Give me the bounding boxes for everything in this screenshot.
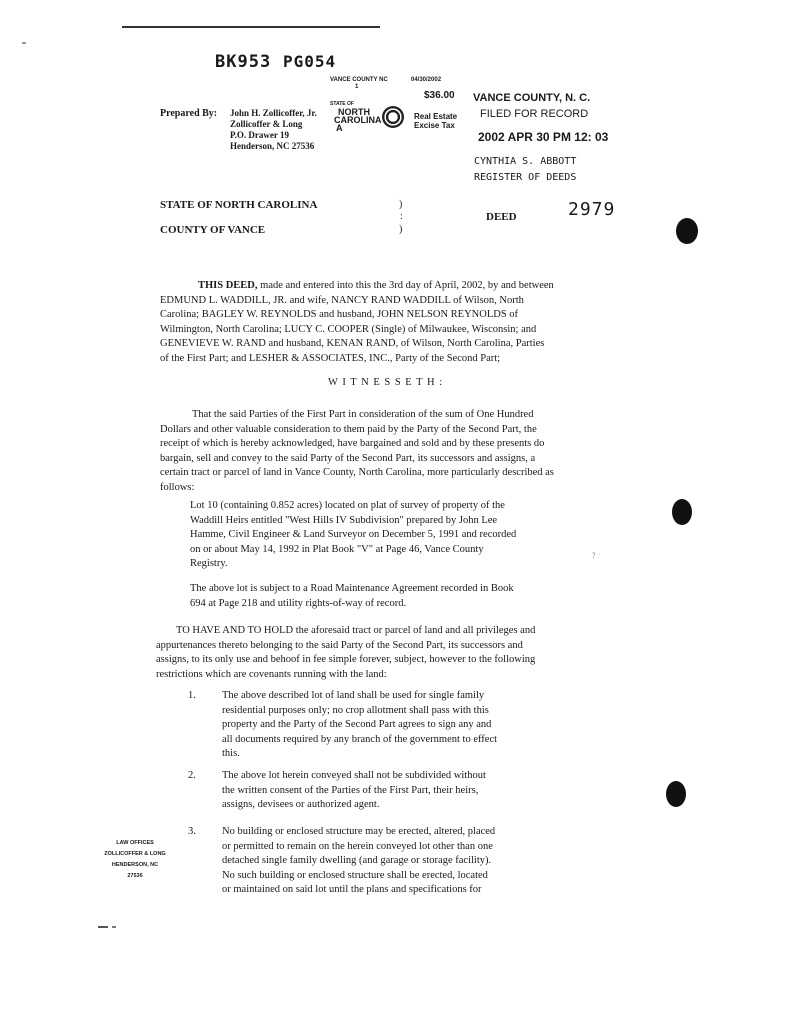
restriction-3	[222, 825, 552, 898]
consideration-line: Dollars and other valuable consideration to them paid by the Party of the Second Part, the	[160, 423, 537, 435]
registrar-title: REGISTER OF DEEDS	[474, 172, 577, 183]
scan-mark	[112, 926, 116, 928]
bracket-top: )	[399, 199, 403, 210]
scan-mark	[98, 926, 108, 928]
intro-line: of the First Part; and LESHER & ASSOCIATES, INC., Party of the Second Part;	[160, 352, 501, 364]
intro-line: Wilmington, North Carolina; LUCY C. COOPER (Single) of Milwaukee, Wisconsin; and	[160, 323, 537, 335]
filing-stamp	[473, 90, 590, 122]
restriction-line: The above lot herein conveyed shall not be subdivided without	[222, 770, 486, 781]
prepared-by-line: John H. Zollicoffer, Jr.	[230, 108, 317, 118]
law-office-block	[100, 838, 170, 882]
subject-paragraph	[190, 582, 570, 611]
restriction-line: property and the Party of the Second Part agrees to sign any and	[222, 719, 492, 730]
habendum-line: TO HAVE AND TO HOLD the aforesaid tract or parcel of land and all privileges and	[176, 625, 536, 636]
restriction-line: or maintained on said lot until the plans and specifications for	[222, 884, 482, 895]
punch-hole	[672, 499, 692, 525]
consideration-line: follows:	[160, 481, 195, 493]
restriction-line: or permitted to remain on the herein conveyed lot other than one	[222, 840, 493, 852]
stamp-date: 04/30/2002	[411, 77, 442, 83]
law-office-line: 27536	[127, 873, 143, 879]
restriction-1	[222, 689, 552, 762]
registrar-name: CYNTHIA S. ABBOTT	[474, 156, 577, 167]
habendum-line: restrictions which are covenants running with the land:	[156, 668, 387, 680]
restriction-line: No such building or enclosed structure shall be erected, located	[222, 869, 488, 881]
stamp-carolina: CAROLINA	[334, 115, 382, 125]
book-number: BK953	[215, 52, 272, 72]
state-heading: STATE OF NORTH CAROLINA	[160, 199, 318, 211]
restriction-line: assigns, devisees or authorized agent.	[222, 799, 380, 810]
page-number: PG054	[283, 52, 337, 71]
document-number: 2979	[568, 199, 616, 220]
stamp-state-of: STATE OF	[330, 101, 354, 107]
real-estate-label: Real Estate	[414, 112, 458, 121]
intro-line: made and entered into this the 3rd day of April, 2002, by and between	[260, 280, 554, 291]
filing-datetime: 2002 APR 30 PM 12: 03	[478, 130, 609, 144]
nc-excise-stamp	[330, 100, 382, 132]
restriction-number: 2.	[188, 770, 196, 781]
lot-line: Registry.	[190, 558, 228, 569]
top-rule	[122, 26, 380, 28]
intro-line: EDMUND L. WADDILL, JR. and wife, NANCY RAND WADDILL of Wilson, North	[160, 294, 524, 306]
filing-county: VANCE COUNTY, N. C.	[473, 92, 591, 104]
state-seal-icon	[382, 106, 404, 128]
scan-speck	[22, 42, 26, 44]
punch-hole	[666, 781, 686, 807]
law-office-line: ZOLLICOFFER & LONG	[104, 851, 166, 857]
intro-lead: THIS DEED,	[198, 280, 258, 291]
intro-line: Carolina; BAGLEY W. REYNOLDS and husband, JOHN NELSON REYNOLDS of	[160, 309, 519, 320]
restriction-line: the written consent of the Parties of the First Part, their heirs,	[222, 784, 479, 796]
stamp-seal-letter: A	[336, 123, 343, 133]
intro-line: GENEVIEVE W. RAND and husband, KENAN RAND, of Wilson, North Carolina, Parties	[160, 338, 545, 349]
lot-line: Lot 10 (containing 0.852 acres) located on plat of survey of property of the	[190, 500, 505, 511]
register-block	[474, 154, 576, 186]
habendum-line: assigns, to its only use and behoof in fee simple forever, subject, however to the following	[156, 654, 536, 665]
restriction-number: 3.	[188, 826, 196, 837]
prepared-by-label: Prepared By:	[160, 108, 218, 119]
prepared-by-line: Zollicoffer & Long	[230, 119, 303, 129]
intro-paragraph	[160, 279, 600, 366]
consideration-paragraph	[160, 408, 600, 495]
excise-tax-label: Excise Tax	[414, 121, 455, 130]
restriction-line: The above described lot of land shall be used for single family	[222, 690, 485, 701]
restriction-number: 1.	[188, 690, 196, 701]
prepared-by-line: Henderson, NC 27536	[230, 141, 315, 151]
excise-label	[414, 112, 457, 130]
restriction-2	[222, 769, 552, 813]
lot-line: Waddill Heirs entitled "West Hills IV Subdivision" prepared by John Lee	[190, 514, 498, 526]
habendum-paragraph	[156, 624, 606, 682]
filed-for-record: FILED FOR RECORD	[480, 108, 589, 120]
lot-line: Hamme, Civil Engineer & Land Surveyor on December 5, 1991 and recorded	[190, 529, 517, 540]
witnesseth: W I T N E S S E T H :	[328, 377, 444, 388]
county-heading: COUNTY OF VANCE	[160, 224, 266, 236]
punch-hole	[676, 218, 698, 244]
lot-description	[190, 499, 570, 572]
subject-line: The above lot is subject to a Road Maintenance Agreement recorded in Book	[190, 583, 514, 594]
law-office-line: LAW OFFICES	[116, 840, 154, 846]
law-office-line: HENDERSON, NC	[111, 862, 159, 868]
stamp-mark: 1	[355, 84, 359, 90]
prepared-by-line: P.O. Drawer 19	[230, 130, 289, 140]
restriction-line: No building or enclosed structure may be erected, altered, placed	[222, 826, 496, 837]
bracket-bottom: )	[399, 224, 403, 235]
consideration-line: certain tract or parcel of land in Vance County, North Carolina, more particularly described as	[160, 467, 554, 478]
prepared-by-block	[230, 108, 317, 152]
restriction-line: detached single family dwelling (and garage or storage facility).	[222, 855, 492, 866]
consideration-line: receipt of which is hereby acknowledged, have bargained and sold and by these presents do	[160, 438, 545, 449]
consideration-line: bargain, sell and convey to the said Party of the Second Part, its successors and assigns, a	[160, 452, 536, 464]
excise-amount: $36.00	[424, 90, 455, 101]
vance-county-stamp: VANCE COUNTY NC	[330, 77, 388, 83]
restriction-line: this.	[222, 748, 240, 759]
lot-line: on or about May 14, 1992 in Plat Book "V" at Page 46, Vance County	[190, 543, 484, 555]
restriction-line: all documents required by any branch of the government to effect	[222, 733, 498, 745]
deed-title: DEED	[486, 211, 517, 223]
consideration-line: That the said Parties of the First Part in consideration of the sum of One Hundred	[192, 409, 534, 420]
stamp-north: NORTH	[338, 107, 370, 117]
bracket-mid: :	[400, 211, 403, 222]
habendum-line: appurtenances thereto belonging to the said Party of the Second Part, its successors and	[156, 639, 523, 651]
margin-mark: ?	[592, 551, 596, 560]
restriction-line: residential purposes only; no crop allotment shall pass with this	[222, 704, 489, 716]
subject-line: 694 at Page 218 and utility rights-of-way of record.	[190, 597, 407, 609]
